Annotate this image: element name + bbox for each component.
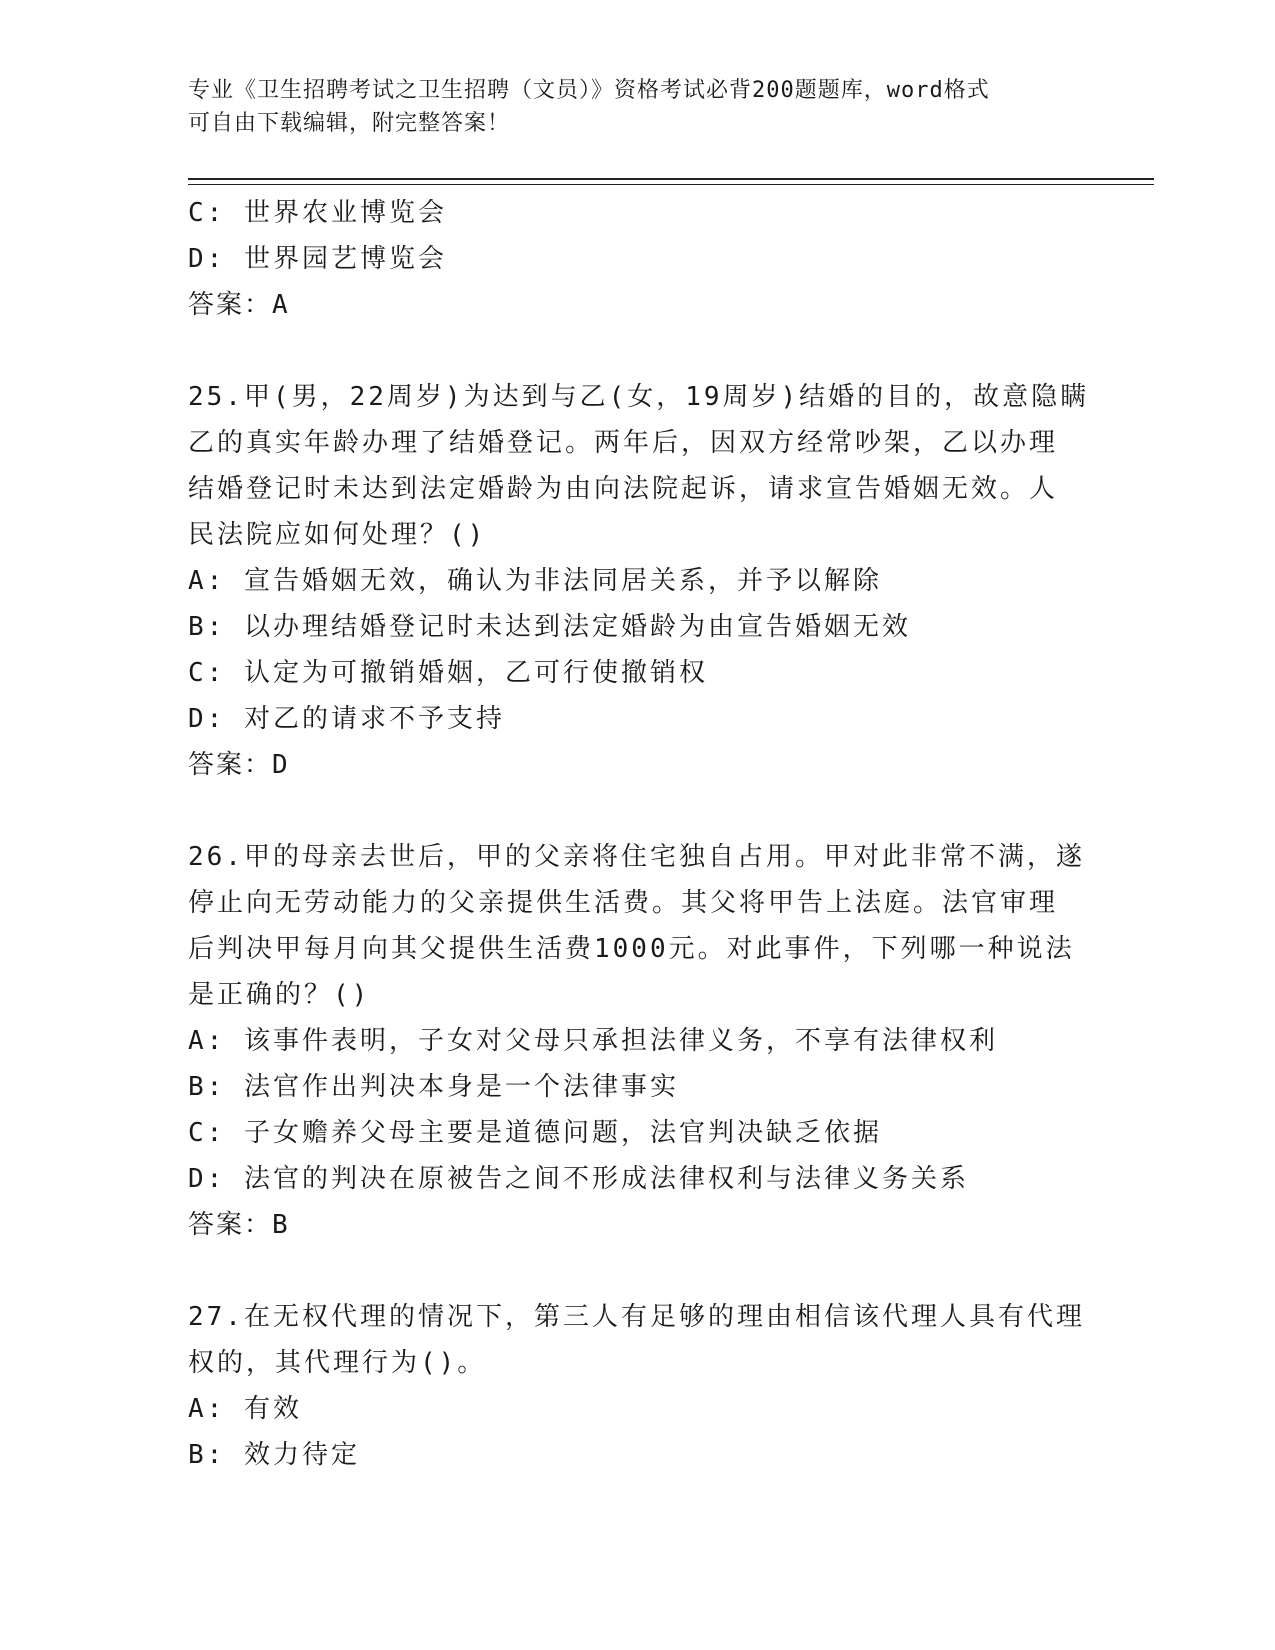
question-prev (188, 190, 1088, 328)
question-27 (188, 1294, 1088, 1478)
question-text-line: 后判决甲每月向其父提供生活费1000元。对此事件，下列哪一种说法 (188, 934, 1075, 964)
option-c: C: 认定为可撤销婚姻，乙可行使撤销权 (188, 658, 708, 688)
header-rule-thick (188, 178, 1154, 180)
question-text-line: 乙的真实年龄办理了结婚登记。两年后，因双方经常吵架，乙以办理 (188, 428, 1059, 458)
question-26 (188, 834, 1088, 1248)
question-text-line: 权的，其代理行为()。 (188, 1348, 487, 1378)
option-d: D: 对乙的请求不予支持 (188, 704, 505, 734)
header-line-2: 可自由下载编辑，附完整答案！ (188, 111, 511, 136)
spacer (188, 1248, 1088, 1294)
answer-label: 答案： (188, 290, 273, 320)
question-25 (188, 374, 1088, 788)
question-list (188, 190, 1088, 1478)
option-a: A: 宣告婚姻无效，确认为非法同居关系，并予以解除 (188, 566, 882, 596)
answer-line (188, 742, 1088, 788)
answer-line (188, 282, 1088, 328)
answer-value: B (272, 1210, 291, 1240)
question-text-line: 停止向无劳动能力的父亲提供生活费。其父将甲告上法庭。法官审理 (188, 888, 1059, 918)
option-b: B: 效力待定 (188, 1440, 360, 1470)
answer-value: A (272, 290, 291, 320)
option-c: C: 子女赡养父母主要是道德问题，法官判决缺乏依据 (188, 1118, 882, 1148)
answer-label: 答案： (188, 750, 273, 780)
question-text-line: 27.在无权代理的情况下，第三人有足够的理由相信该代理人具有代理 (188, 1302, 1085, 1332)
option-a: A: 该事件表明，子女对父母只承担法律义务，不享有法律权利 (188, 1026, 998, 1056)
question-text-line: 结婚登记时未达到法定婚龄为由向法院起诉，请求宣告婚姻无效。人 (188, 474, 1059, 504)
question-text-line: 26.甲的母亲去世后，甲的父亲将住宅独自占用。甲对此非常不满，遂 (188, 842, 1085, 872)
question-text-line: 民法院应如何处理？() (188, 520, 487, 550)
header-line-1: 专业《卫生招聘考试之卫生招聘（文员）》资格考试必背200题题库，word格式 (188, 78, 990, 103)
header-rule-thin (188, 184, 1154, 185)
option-a: A: 有效 (188, 1394, 302, 1424)
answer-value: D (272, 750, 291, 780)
question-text-line: 25.甲(男，22周岁)为达到与乙(女，19周岁)结婚的目的，故意隐瞒 (188, 382, 1090, 412)
answer-line (188, 1202, 1088, 1248)
question-text-line: 是正确的？() (188, 980, 371, 1010)
option-b: B: 法官作出判决本身是一个法律事实 (188, 1072, 679, 1102)
document-header (188, 74, 1068, 140)
option-b: B: 以办理结婚登记时未达到法定婚龄为由宣告婚姻无效 (188, 612, 911, 642)
spacer (188, 788, 1088, 834)
option-d: D: 法官的判决在原被告之间不形成法律权利与法律义务关系 (188, 1164, 969, 1194)
option-d: D: 世界园艺博览会 (188, 244, 447, 274)
answer-label: 答案： (188, 1210, 273, 1240)
spacer (188, 328, 1088, 374)
option-c: C: 世界农业博览会 (188, 198, 447, 228)
